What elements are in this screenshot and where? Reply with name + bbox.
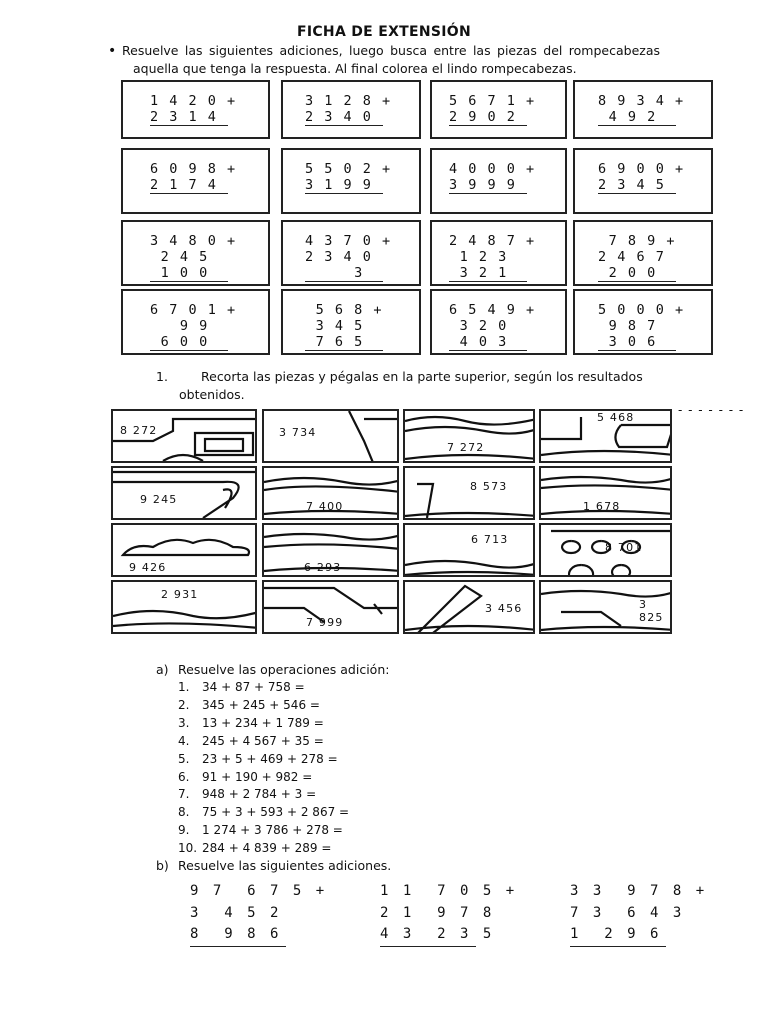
bullet-point: • (108, 43, 117, 59)
section-a-title: Resuelve las operaciones adición: (178, 662, 390, 677)
operation-number: 3. (178, 715, 190, 730)
puzzle-piece[interactable] (539, 409, 672, 463)
addend: 4 9 2 (598, 109, 676, 126)
puzzle-piece[interactable] (539, 466, 672, 520)
operation-item (178, 680, 478, 698)
addend: 7 6 5 (305, 334, 383, 351)
puzzle-stroke (123, 540, 249, 555)
addend-first: 3 4 8 0 + (150, 233, 237, 249)
instruction-line-1: Resuelve las siguientes adiciones, luego busca entre las piezas del rompecabezas (122, 43, 660, 58)
puzzle-piece-label: 2 931 (161, 588, 199, 601)
big-addend: 1 2 9 6 (570, 924, 666, 947)
operation-expression: 948 + 2 784 + 3 = (202, 787, 317, 802)
addend-first: 3 1 2 8 + (305, 93, 392, 109)
puzzle-stroke (405, 561, 535, 575)
operation-number: 8. (178, 805, 190, 820)
big-addend: 1 1 7 0 5 + (380, 883, 518, 899)
puzzle-line-art (113, 411, 257, 463)
addend: 2 4 6 7 (598, 249, 685, 265)
addition-problem (150, 302, 237, 351)
addend: 2 9 0 2 (449, 109, 536, 125)
operation-expression: 75 + 3 + 593 + 2 867 = (202, 805, 350, 820)
puzzle-piece-label: 3 825 (639, 598, 664, 624)
operation-item (178, 770, 478, 788)
operation-number: 7. (178, 787, 190, 802)
puzzle-piece[interactable] (262, 409, 399, 463)
instruction-line-2: aquella que tenga la respuesta. Al final colorea el lindo rompecabezas. (133, 61, 577, 76)
operation-number: 10. (178, 841, 198, 856)
big-addend: 7 3 6 4 3 (570, 904, 708, 921)
puzzle-piece[interactable] (111, 409, 257, 463)
big-addition-problem (190, 881, 328, 947)
puzzle-piece-label: 7 272 (447, 441, 485, 454)
operation-number: 1. (178, 680, 190, 694)
puzzle-stroke (551, 531, 672, 577)
puzzle-piece[interactable] (403, 409, 535, 463)
addend-first: 6 7 0 1 + (150, 302, 237, 318)
puzzle-piece[interactable] (539, 523, 672, 577)
addition-problem (150, 233, 237, 282)
addition-problem (598, 161, 685, 194)
puzzle-line-art (405, 411, 535, 463)
addend: 2 1 7 4 (150, 177, 237, 193)
big-addition-problem (380, 881, 518, 947)
section-b-title: Resuelve las siguientes adiciones. (178, 858, 392, 873)
big-addend: 4 3 2 3 5 (380, 924, 476, 947)
operation-expression: 284 + 4 839 + 289 = (202, 841, 332, 856)
addend-first: 5 6 7 1 + (449, 93, 536, 109)
puzzle-piece-label: 3 734 (279, 426, 317, 439)
operation-expression: 245 + 4 567 + 35 = (202, 733, 324, 748)
addend: 9 9 (179, 318, 228, 334)
puzzle-piece-label: 6 713 (471, 533, 509, 546)
operation-expression: 13 + 234 + 1 789 = (202, 715, 324, 730)
puzzle-piece[interactable] (262, 523, 399, 577)
addition-problem (598, 233, 685, 282)
operation-number: 5. (178, 751, 190, 766)
addition-problem (305, 302, 383, 351)
operation-item (178, 805, 478, 823)
big-addend: 3 3 9 7 8 + (570, 883, 708, 899)
puzzle-piece-label: 9 426 (129, 561, 167, 574)
addend-first: 6 5 4 9 + (449, 302, 536, 318)
operation-item (178, 823, 478, 841)
puzzle-piece-label: 9 245 (140, 493, 178, 506)
addition-problem (598, 93, 685, 126)
big-addend: 9 7 6 7 5 + (190, 883, 328, 899)
addend-first: 2 4 8 7 + (449, 233, 536, 249)
addend-first: 1 4 2 0 + (150, 93, 237, 109)
addend-first: 8 9 3 4 + (598, 93, 685, 109)
addend-first: 7 8 9 + (608, 233, 676, 249)
puzzle-piece[interactable] (262, 580, 399, 634)
cut-guide-dashes: - - - - - - - (678, 403, 745, 417)
addition-problem (449, 161, 536, 194)
addend: 6 0 0 (150, 334, 228, 351)
puzzle-stroke (113, 472, 257, 518)
addend: 3 (305, 265, 383, 282)
addend: 1 0 0 (150, 265, 228, 282)
puzzle-piece[interactable] (262, 466, 399, 520)
addend: 4 0 3 (449, 334, 527, 351)
step-number: 1. (156, 369, 168, 384)
big-addition-problem (570, 881, 708, 947)
addition-problem (305, 93, 392, 126)
puzzle-piece-label: 8 272 (120, 424, 158, 437)
addition-problem (305, 233, 392, 282)
operation-expression: 345 + 245 + 546 = (202, 697, 320, 712)
addend: 3 9 9 9 (449, 177, 536, 193)
addend-first: 5 6 8 + (315, 302, 383, 318)
puzzle-piece-label: 7 400 (306, 500, 344, 513)
operation-item (178, 787, 478, 805)
puzzle-piece[interactable] (403, 580, 535, 634)
addition-problem (449, 93, 536, 126)
puzzle-piece-label: 8 701 (605, 541, 643, 554)
puzzle-piece-label: 1 678 (583, 500, 621, 513)
operation-number: 4. (178, 733, 190, 748)
step-1-line-1: Recorta las piezas y pégalas en la parte superior, según los resultados (201, 369, 643, 384)
puzzle-line-art (405, 525, 535, 577)
addend-first: 6 9 0 0 + (598, 161, 685, 177)
puzzle-piece-label: 5 468 (597, 411, 635, 424)
operation-item (178, 734, 478, 752)
addend: 2 3 1 4 (150, 109, 237, 125)
addend: 2 0 0 (598, 265, 676, 282)
puzzle-piece[interactable] (111, 580, 257, 634)
addition-problem (305, 161, 392, 194)
big-addend: 3 4 5 2 (190, 904, 305, 921)
addend: 9 8 7 (608, 318, 676, 334)
addend: 2 3 4 5 (598, 177, 685, 193)
addend: 2 3 4 0 (305, 109, 392, 125)
operation-expression: 23 + 5 + 469 + 278 = (202, 751, 338, 766)
addend-first: 6 0 9 8 + (150, 161, 237, 177)
section-b-label: b) (156, 858, 169, 873)
operation-number: 2. (178, 697, 190, 712)
puzzle-stroke (113, 611, 257, 628)
puzzle-piece[interactable] (539, 580, 672, 634)
addend-first: 5 5 0 2 + (305, 161, 392, 177)
addend: 2 4 5 (160, 249, 228, 265)
puzzle-piece[interactable] (111, 523, 257, 577)
operation-item (178, 716, 478, 734)
big-addend: 8 9 8 6 (190, 924, 286, 947)
operation-expression: 34 + 87 + 758 = (202, 680, 305, 694)
addend-first: 5 0 0 0 + (598, 302, 685, 318)
addend: 1 2 3 (459, 249, 527, 265)
addend-first: 4 3 7 0 + (305, 233, 392, 249)
puzzle-piece-label: 3 456 (485, 602, 523, 615)
operation-number: 9. (178, 823, 190, 838)
puzzle-stroke (349, 411, 399, 463)
section-b-header (156, 857, 556, 875)
operation-expression: 91 + 190 + 982 = (202, 769, 313, 784)
addend: 3 0 6 (598, 334, 676, 351)
puzzle-piece-label: 7 999 (306, 616, 344, 629)
operation-item (178, 752, 478, 770)
addition-problem (449, 233, 536, 282)
addend: 3 1 9 9 (305, 177, 392, 193)
addition-problem (150, 161, 237, 194)
addition-problem (598, 302, 685, 351)
addition-problem (449, 302, 536, 351)
puzzle-line-art (405, 468, 535, 520)
operation-number: 6. (178, 769, 190, 784)
puzzle-piece[interactable] (403, 466, 535, 520)
operation-expression: 1 274 + 3 786 + 278 = (202, 823, 343, 838)
operation-item (178, 698, 478, 716)
addend: 3 2 0 (459, 318, 527, 334)
step-1-line-2: obtenidos. (179, 387, 245, 402)
addend-first: 4 0 0 0 + (449, 161, 536, 177)
puzzle-line-art (113, 468, 257, 520)
section-a-label: a) (156, 662, 169, 677)
big-addend: 2 1 9 7 8 (380, 904, 518, 921)
puzzle-piece[interactable] (403, 523, 535, 577)
addend: 3 2 1 (449, 265, 527, 282)
addend: 2 3 4 0 (305, 249, 392, 265)
page-title: FICHA DE EXTENSIÓN (296, 24, 472, 40)
addition-problem (150, 93, 237, 126)
puzzle-piece-label: 6 293 (304, 561, 342, 574)
section-a-header (156, 661, 556, 679)
puzzle-piece-label: 8 573 (470, 480, 508, 493)
puzzle-piece[interactable] (111, 466, 257, 520)
addend: 3 4 5 (315, 318, 383, 334)
